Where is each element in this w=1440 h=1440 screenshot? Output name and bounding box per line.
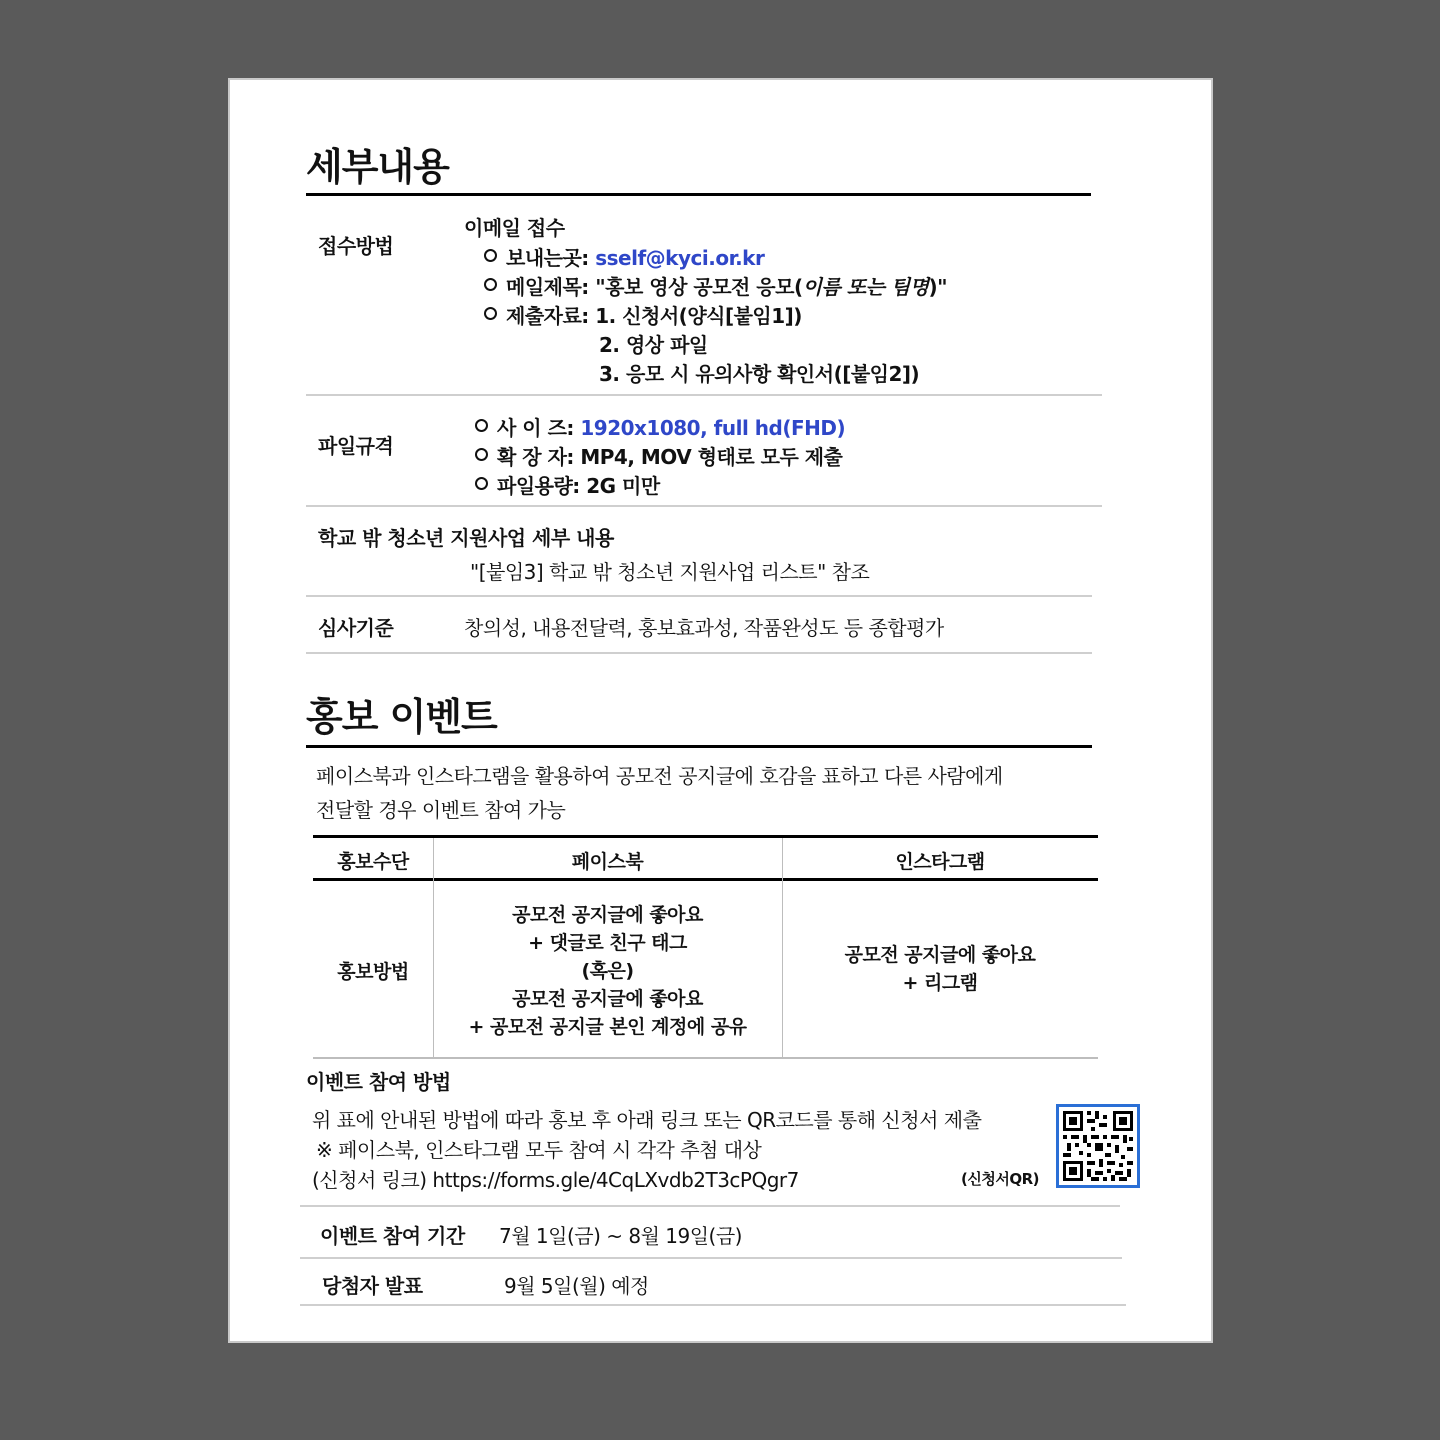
how-title: 이벤트 참여 방법 <box>306 1070 451 1094</box>
bullet-icon <box>484 307 497 320</box>
section-divider <box>306 193 1091 196</box>
size-value: 1920x1080, full hd(FHD) <box>580 416 846 440</box>
period-label: 이벤트 참여 기간 <box>320 1224 465 1248</box>
subject-line <box>484 271 947 300</box>
facebook-method-line: (혹은) <box>581 960 634 982</box>
section-title-event: 홍보 이벤트 <box>306 695 497 739</box>
table-header-cell: 인스타그램 <box>895 851 985 873</box>
ext-line <box>475 441 842 470</box>
table-header-cell: 홍보수단 <box>337 851 409 873</box>
how-line-2: ※ 페이스북, 인스타그램 모두 참여 시 각각 추첨 대상 <box>316 1138 762 1162</box>
subject-suffix: )" <box>928 275 948 299</box>
intro-line-1: 페이스북과 인스타그램을 활용하여 공모전 공지글에 호감을 표하고 다른 사람에게 <box>316 764 1003 788</box>
capacity-value: 2G 미만 <box>586 474 660 498</box>
support-label: 학교 밖 청소년 지원사업 세부 내용 <box>318 526 614 550</box>
qr-pattern <box>1059 1107 1137 1185</box>
qr-caption: (신청서QR) <box>961 1170 1039 1188</box>
recipient-email[interactable]: sself@kyci.or.kr <box>595 246 765 270</box>
row-divider <box>300 1304 1126 1306</box>
size-line <box>475 412 845 441</box>
announce-label: 당첨자 발표 <box>322 1274 423 1298</box>
ext-value: MP4, MOV 형태로 모두 제출 <box>580 445 843 469</box>
material-item: 3. 응모 시 유의사항 확인서([붙임2]) <box>599 362 920 386</box>
row-divider <box>306 394 1102 396</box>
table-top-rule <box>313 835 1098 838</box>
facebook-method-cell <box>433 901 782 1041</box>
criteria-value: 창의성, 내용전달력, 홍보효과성, 작품완성도 등 종합평가 <box>464 616 944 640</box>
subject-italic: 이름 또는 팀명 <box>802 275 929 299</box>
subject-prefix: "홍보 영상 공모전 응모( <box>595 275 803 299</box>
form-link[interactable]: (신청서 링크) https://forms.gle/4CqLXvdb2T3cPQgr7 <box>312 1168 799 1192</box>
bullet-icon <box>475 477 488 490</box>
bullet-icon <box>475 448 488 461</box>
how-line-1: 위 표에 안내된 방법에 따라 홍보 후 아래 링크 또는 QR코드를 통해 신청서 제출 <box>312 1108 982 1132</box>
material-item: 1. 신청서(양식[붙임1]) <box>595 304 802 328</box>
support-value: "[붙임3] 학교 밖 청소년 지원사업 리스트" 참조 <box>470 560 870 584</box>
row-divider <box>306 505 1102 507</box>
bullet-icon <box>484 249 497 262</box>
subject-label: 메일제목: <box>506 275 589 299</box>
announce-value: 9월 5일(월) 예정 <box>504 1274 649 1298</box>
section-divider <box>306 745 1092 748</box>
recipient-label: 보내는곳: <box>506 246 589 270</box>
capacity-line <box>475 470 660 499</box>
instagram-method-line: 공모전 공지글에 좋아요 <box>844 944 1036 966</box>
instagram-method-cell <box>782 941 1098 997</box>
intro-line-2: 전달할 경우 이벤트 참여 가능 <box>316 798 566 822</box>
facebook-method-line: + 공모전 공지글 본인 계정에 공유 <box>468 1016 747 1038</box>
facebook-method-line: 공모전 공지글에 좋아요 <box>512 904 703 926</box>
materials-line <box>484 300 802 329</box>
row-divider <box>306 595 1092 597</box>
facebook-method-line: + 댓글로 친구 태그 <box>528 932 687 954</box>
capacity-label: 파일용량: <box>497 474 580 498</box>
table-bottom-rule <box>313 1057 1098 1059</box>
section-title-details: 세부내용 <box>306 145 449 189</box>
file-spec-label: 파일규격 <box>318 434 394 458</box>
recipient-line <box>484 242 764 271</box>
facebook-method-line: 공모전 공지글에 좋아요 <box>512 988 703 1010</box>
row-divider <box>300 1257 1122 1259</box>
table-header-rule <box>313 878 1098 881</box>
table-header-cell: 페이스북 <box>571 851 644 873</box>
size-label: 사 이 즈: <box>497 416 574 440</box>
criteria-label: 심사기준 <box>318 616 394 640</box>
table-row-label: 홍보방법 <box>337 961 409 983</box>
bullet-icon <box>475 419 488 432</box>
submission-label: 접수방법 <box>318 234 394 258</box>
ext-label: 확 장 자: <box>497 445 574 469</box>
qr-code-icon[interactable] <box>1056 1104 1140 1188</box>
submission-header: 이메일 접수 <box>464 216 565 240</box>
document-page <box>228 78 1213 1343</box>
row-divider <box>300 1205 1120 1207</box>
row-divider <box>306 652 1092 654</box>
instagram-method-line: + 리그램 <box>902 972 978 994</box>
materials-label: 제출자료: <box>506 304 589 328</box>
period-value: 7월 1일(금) ~ 8월 19일(금) <box>499 1224 742 1248</box>
material-item: 2. 영상 파일 <box>599 333 708 357</box>
bullet-icon <box>484 278 497 291</box>
